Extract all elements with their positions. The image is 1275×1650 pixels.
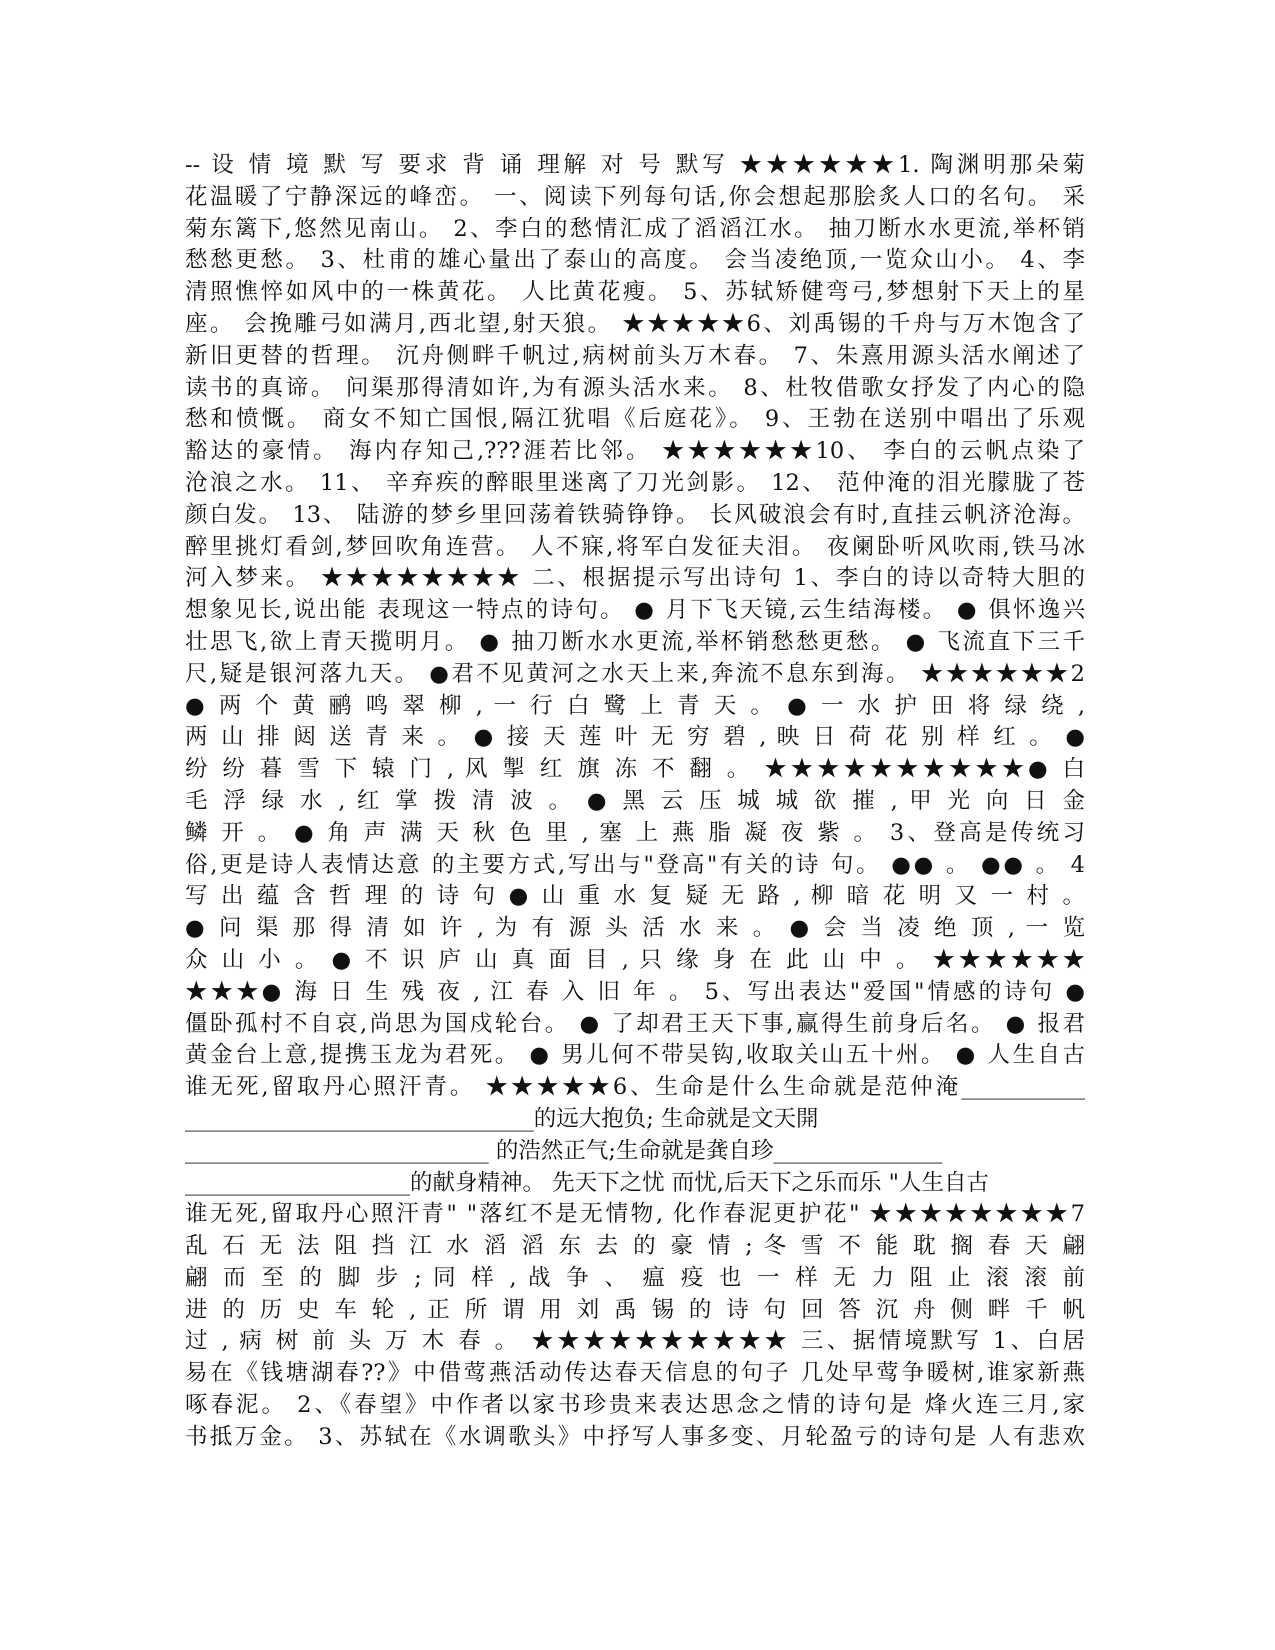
text-line: 颜白发。 13、 陆游的梦乡里回荡着铁骑铮铮。 长风破浪会有时,直挂云帆济沧海。 bbox=[185, 501, 1085, 528]
text-line: 毛 浮 绿 水 , 红 掌 拨 清 波 。 ● 黑 云 压 城 城 欲 摧 , 甲 光 向 日 金 bbox=[185, 787, 1085, 814]
text-line: 翩 而 至 的 脚 步 ; 同 样 , 战 争 、 瘟 疫 也 一 样 无 力 阻 止 滚 滚 前 bbox=[185, 1264, 1085, 1291]
text-line: 写 出 蕴 含 哲 理 的 诗 句 ● 山 重 水 复 疑 无 路 , 柳 暗 花 明 又 一 村 。 bbox=[185, 883, 1085, 910]
text-line: -- 设 情 境 默 写 要求 背 诵 理解 对 号 默写 ★★★★★★1. 陶渊明那朵菊 bbox=[185, 152, 1085, 178]
text-line: 沧浪之水。 11、 辛弃疾的醉眼里迷离了刀光剑影。 12、 范仲淹的泪光朦胧了苍 bbox=[185, 469, 1085, 496]
text-line: 尺,疑是银河落九天。 ●君不见黄河之水天上来,奔流不息东到海。 ★★★★★★2 bbox=[185, 660, 1085, 687]
document-body bbox=[185, 150, 1085, 1454]
text-line: ★★★● 海 日 生 残 夜 , 江 春 入 旧 年 。 5、写出表达"爱国"情感的诗句 ● bbox=[185, 978, 1085, 1005]
text-line: 过 , 病 树 前 头 万 木 春 。 ★★★★★★★★★★ 三、据情境默写 1、白居 bbox=[185, 1328, 1085, 1355]
text-line: 纷 纷 暮 雪 下 辕 门 , 风 掣 红 旗 冻 不 翻 。 ★★★★★★★★★★● 白 bbox=[185, 756, 1085, 783]
text-line: 众 山 小 。 ● 不 识 庐 山 真 面 目 , 只 缘 身 在 此 山 中 。 ★★★★★★ bbox=[185, 946, 1085, 973]
text-line: 乱 石 无 法 阻 挡 江 水 滔 滔 东 去 的 豪 情 ; 冬 雪 不 能 耽 搁 春 天 翩 bbox=[185, 1233, 1085, 1260]
text-line: 易在《钱塘湖春??》中借莺燕活动传达春天信息的句子 几处早莺争暖树,谁家新燕 bbox=[185, 1360, 1085, 1387]
text-line: ____________________的献身精神。 先天下之忧 而忧,后天下之乐而乐 "人生自古 bbox=[185, 1169, 989, 1196]
text-line: 黄金台上意,提携玉龙为君死。 ● 男儿何不带吴钩,收取关山五十州。 ● 人生自古 bbox=[185, 1042, 1085, 1069]
text-line: 愁愁更愁。 3、杜甫的雄心量出了泰山的高度。 会当凌绝顶,一览众山小。 4、李 bbox=[185, 247, 1085, 274]
text-line: 啄春泥。 2、《春望》中作者以家书珍贵来表达思念之情的诗句是 烽火连三月,家 bbox=[185, 1392, 1085, 1419]
text-line: 新旧更替的哲理。 沉舟侧畔千帆过,病树前头万木春。 7、朱熹用源头活水阐述了 bbox=[185, 342, 1085, 369]
text-line: 谁无死,留取丹心照汗青" "落红不是无情物, 化作春泥更护花" ★★★★★★★★7 bbox=[185, 1201, 1085, 1228]
text-line: _______________________________的远大抱负; 生命就是文天開 bbox=[185, 1105, 819, 1132]
text-line: 壮思飞,欲上青天揽明月。 ● 抽刀断水水更流,举杯销愁愁更愁。 ● 飞流直下三千 bbox=[185, 628, 1085, 655]
text-line: 鳞 开 。 ● 角 声 满 天 秋 色 里 , 塞 上 燕 脂 凝 夜 紫 。 3、登高是传统习 bbox=[185, 819, 1085, 846]
text-line: 僵卧孤村不自哀,尚思为国戍轮台。 ● 了却君王天下事,赢得生前身后名。 ● 报君 bbox=[185, 1010, 1085, 1037]
text-line: 菊东篱下,悠然见南山。 2、李白的愁情汇成了滔滔江水。 抽刀断水水更流,举杯销 bbox=[185, 215, 1085, 242]
text-line: 两 山 排 闼 送 青 来 。 ● 接 天 莲 叶 无 穷 碧 , 映 日 荷 花 别 样 红 。 ● bbox=[185, 724, 1085, 751]
text-line: 河入梦来。 ★★★★★★★★ 二、根据提示写出诗句 1、李白的诗以奇特大胆的 bbox=[185, 565, 1085, 592]
text-line: 书抵万金。 3、苏轼在《水调歌头》中抒写人事多变、月轮盈亏的诗句是 人有悲欢 bbox=[185, 1423, 1085, 1450]
text-line: 俗,更是诗人表情达意 的主要方式,写出与"登高"有关的诗 句。 ●● 。 ●● 。 4 bbox=[185, 851, 1085, 878]
text-line: 座。 会挽雕弓如满月,西北望,射天狼。 ★★★★★6、刘禹锡的千舟与万木饱含了 bbox=[185, 310, 1085, 337]
text-line: ___________________________ 的浩然正气;生命就是龚自珍_______________ bbox=[185, 1137, 943, 1164]
text-line: 读书的真谛。 问渠那得清如许,为有源头活水来。 8、杜牧借歌女抒发了内心的隐 bbox=[185, 374, 1085, 401]
text-line: 醉里挑灯看剑,梦回吹角连营。 人不寐,将军白发征夫泪。 夜阑卧听风吹雨,铁马冰 bbox=[185, 533, 1085, 560]
text-line: 清照憔悴如风中的一株黄花。 人比黄花瘦。 5、苏轼矫健弯弓,梦想射下天上的星 bbox=[185, 279, 1085, 306]
text-line: 花温暖了宁静深远的峰峦。 一、阅读下列每句话,你会想起那脍炙人口的名句。 采 bbox=[185, 183, 1085, 210]
text-line: ● 问 渠 那 得 清 如 许 , 为 有 源 头 活 水 来 。 ● 会 当 凌 绝 顶 , 一 览 bbox=[185, 915, 1085, 942]
text-line: 进 的 历 史 车 轮 , 正 所 谓 用 刘 禹 锡 的 诗 句 回 答 沉 舟 侧 畔 千 帆 bbox=[185, 1296, 1085, 1323]
text-line: 愁和愤慨。 商女不知亡国恨,隔江犹唱《后庭花》。 9、王勃在送别中唱出了乐观 bbox=[185, 406, 1085, 433]
text-line: 想象见长,说出能 表现这一特点的诗句。 ● 月下飞天镜,云生结海楼。 ● 俱怀逸兴 bbox=[185, 597, 1085, 624]
text-line: 豁达的豪情。 海内存知己,???涯若比邻。 ★★★★★★10、 李白的云帆点染了 bbox=[185, 438, 1085, 465]
text-line: ● 两 个 黄 鹂 鸣 翠 柳 , 一 行 白 鹭 上 青 天 。 ● 一 水 护 田 将 绿 绕 , bbox=[185, 692, 1085, 719]
text-line: 谁无死,留取丹心照汗青。 ★★★★★6、生命是什么生命就是范仲淹___________ bbox=[185, 1074, 1085, 1101]
